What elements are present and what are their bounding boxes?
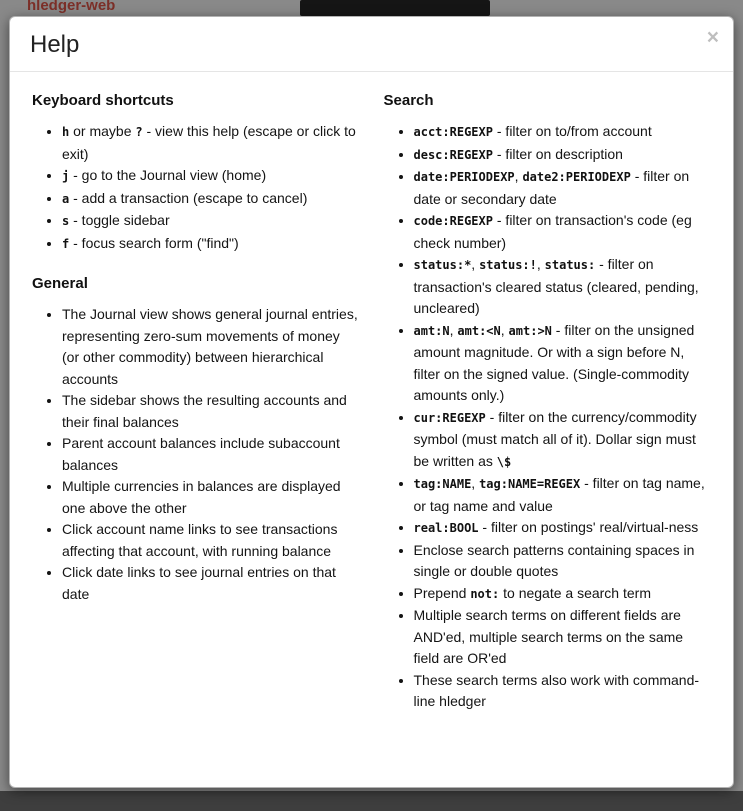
shortcuts-list — [32, 121, 360, 255]
search-heading: Search — [383, 92, 434, 109]
code-term: h — [62, 125, 70, 139]
list-item: • Prepend not: to negate a search term — [414, 583, 712, 606]
code-term: amt:>N — [508, 323, 552, 338]
modal-title: Help — [30, 31, 80, 58]
code-term: not: — [470, 586, 500, 601]
list-item: • cur:REGEXP - filter on the currency/commodity symbol (must match all of it). Dollar sign must be written as \$ — [414, 407, 712, 474]
list-item: • These search terms also work with command-line hledger — [414, 670, 712, 713]
help-left-column — [32, 88, 360, 733]
list-item: • Multiple currencies in balances are displayed one above the other — [62, 476, 360, 519]
code-term: status:* — [413, 258, 472, 272]
search-list — [384, 121, 712, 713]
list-item: • real:BOOL - filter on postings' real/virtual-ness — [414, 517, 712, 540]
list-item: • j - go to the Journal view (home) — [62, 165, 360, 188]
list-item: • f - focus search form ("find") — [62, 233, 360, 256]
code-term: \$ — [496, 454, 512, 469]
code-term: f — [62, 236, 70, 251]
code-term: a — [62, 191, 70, 206]
list-item: • Multiple search terms on different fields are AND'ed, multiple search terms on the same field are OR'ed — [414, 605, 712, 670]
code-term: amt:<N — [457, 323, 501, 338]
brand-link[interactable]: hledger-web — [27, 0, 116, 14]
shortcuts-heading: Keyboard shortcuts — [32, 92, 174, 109]
code-term: code:REGEXP — [413, 214, 493, 228]
code-term: acct:REGEXP — [413, 125, 493, 139]
list-item: • amt:N, amt:<N, amt:>N - filter on the unsigned amount magnitude. Or with a sign before N, filter on the signed value. (Single-commodity amounts only.) — [414, 320, 712, 407]
list-item: • h or maybe ? - view this help (escape or click to exit) — [62, 121, 360, 165]
code-term: status:! — [479, 258, 537, 272]
help-modal-header — [10, 17, 733, 72]
general-heading: General — [32, 275, 88, 292]
code-term: ? — [135, 125, 143, 139]
list-item: • Click account name links to see transactions affecting that account, with running balance — [62, 519, 360, 562]
list-item: • desc:REGEXP - filter on description — [414, 144, 712, 167]
list-item: • Parent account balances include subaccount balances — [62, 433, 360, 476]
code-term: tag:NAME — [413, 477, 472, 491]
list-item: • Click date links to see journal entries on that date — [62, 562, 360, 605]
code-term: j — [62, 169, 70, 183]
code-term: date2:PERIODEXP — [522, 170, 631, 184]
list-item: • code:REGEXP - filter on transaction's code (eg check number) — [414, 210, 712, 254]
list-item: • The Journal view shows general journal entries, representing zero-sum movements of money (or other commodity) between hierarchical accounts — [62, 304, 360, 390]
code-term: tag:NAME=REGEX — [479, 477, 581, 491]
close-icon[interactable]: × — [706, 26, 719, 49]
code-term: s — [62, 214, 70, 228]
help-modal — [9, 16, 734, 788]
code-term: real:BOOL — [413, 521, 479, 535]
code-term: amt:N — [413, 323, 450, 338]
list-item: • Enclose search patterns containing spaces in single or double quotes — [414, 540, 712, 583]
code-term: cur:REGEXP — [413, 410, 486, 425]
code-term: status: — [544, 258, 596, 272]
obscured-page-heading — [300, 0, 490, 16]
general-list — [32, 304, 360, 605]
list-item: • date:PERIODEXP, date2:PERIODEXP - filter on date or secondary date — [414, 166, 712, 210]
code-term: desc:REGEXP — [413, 147, 493, 162]
help-modal-body — [10, 72, 733, 743]
list-item: • tag:NAME, tag:NAME=REGEX - filter on tag name, or tag name and value — [414, 473, 712, 517]
code-term: date:PERIODEXP — [413, 170, 515, 184]
help-right-column — [384, 88, 712, 733]
list-item: • a - add a transaction (escape to cancel) — [62, 188, 360, 211]
list-item: • s - toggle sidebar — [62, 210, 360, 233]
list-item: • The sidebar shows the resulting accounts and their final balances — [62, 390, 360, 433]
list-item: • acct:REGEXP - filter on to/from account — [414, 121, 712, 144]
list-item: • status:*, status:!, status: - filter on transaction's cleared status (cleared, pending, uncleared) — [414, 254, 712, 320]
backdrop-bottom-strip — [0, 791, 743, 811]
